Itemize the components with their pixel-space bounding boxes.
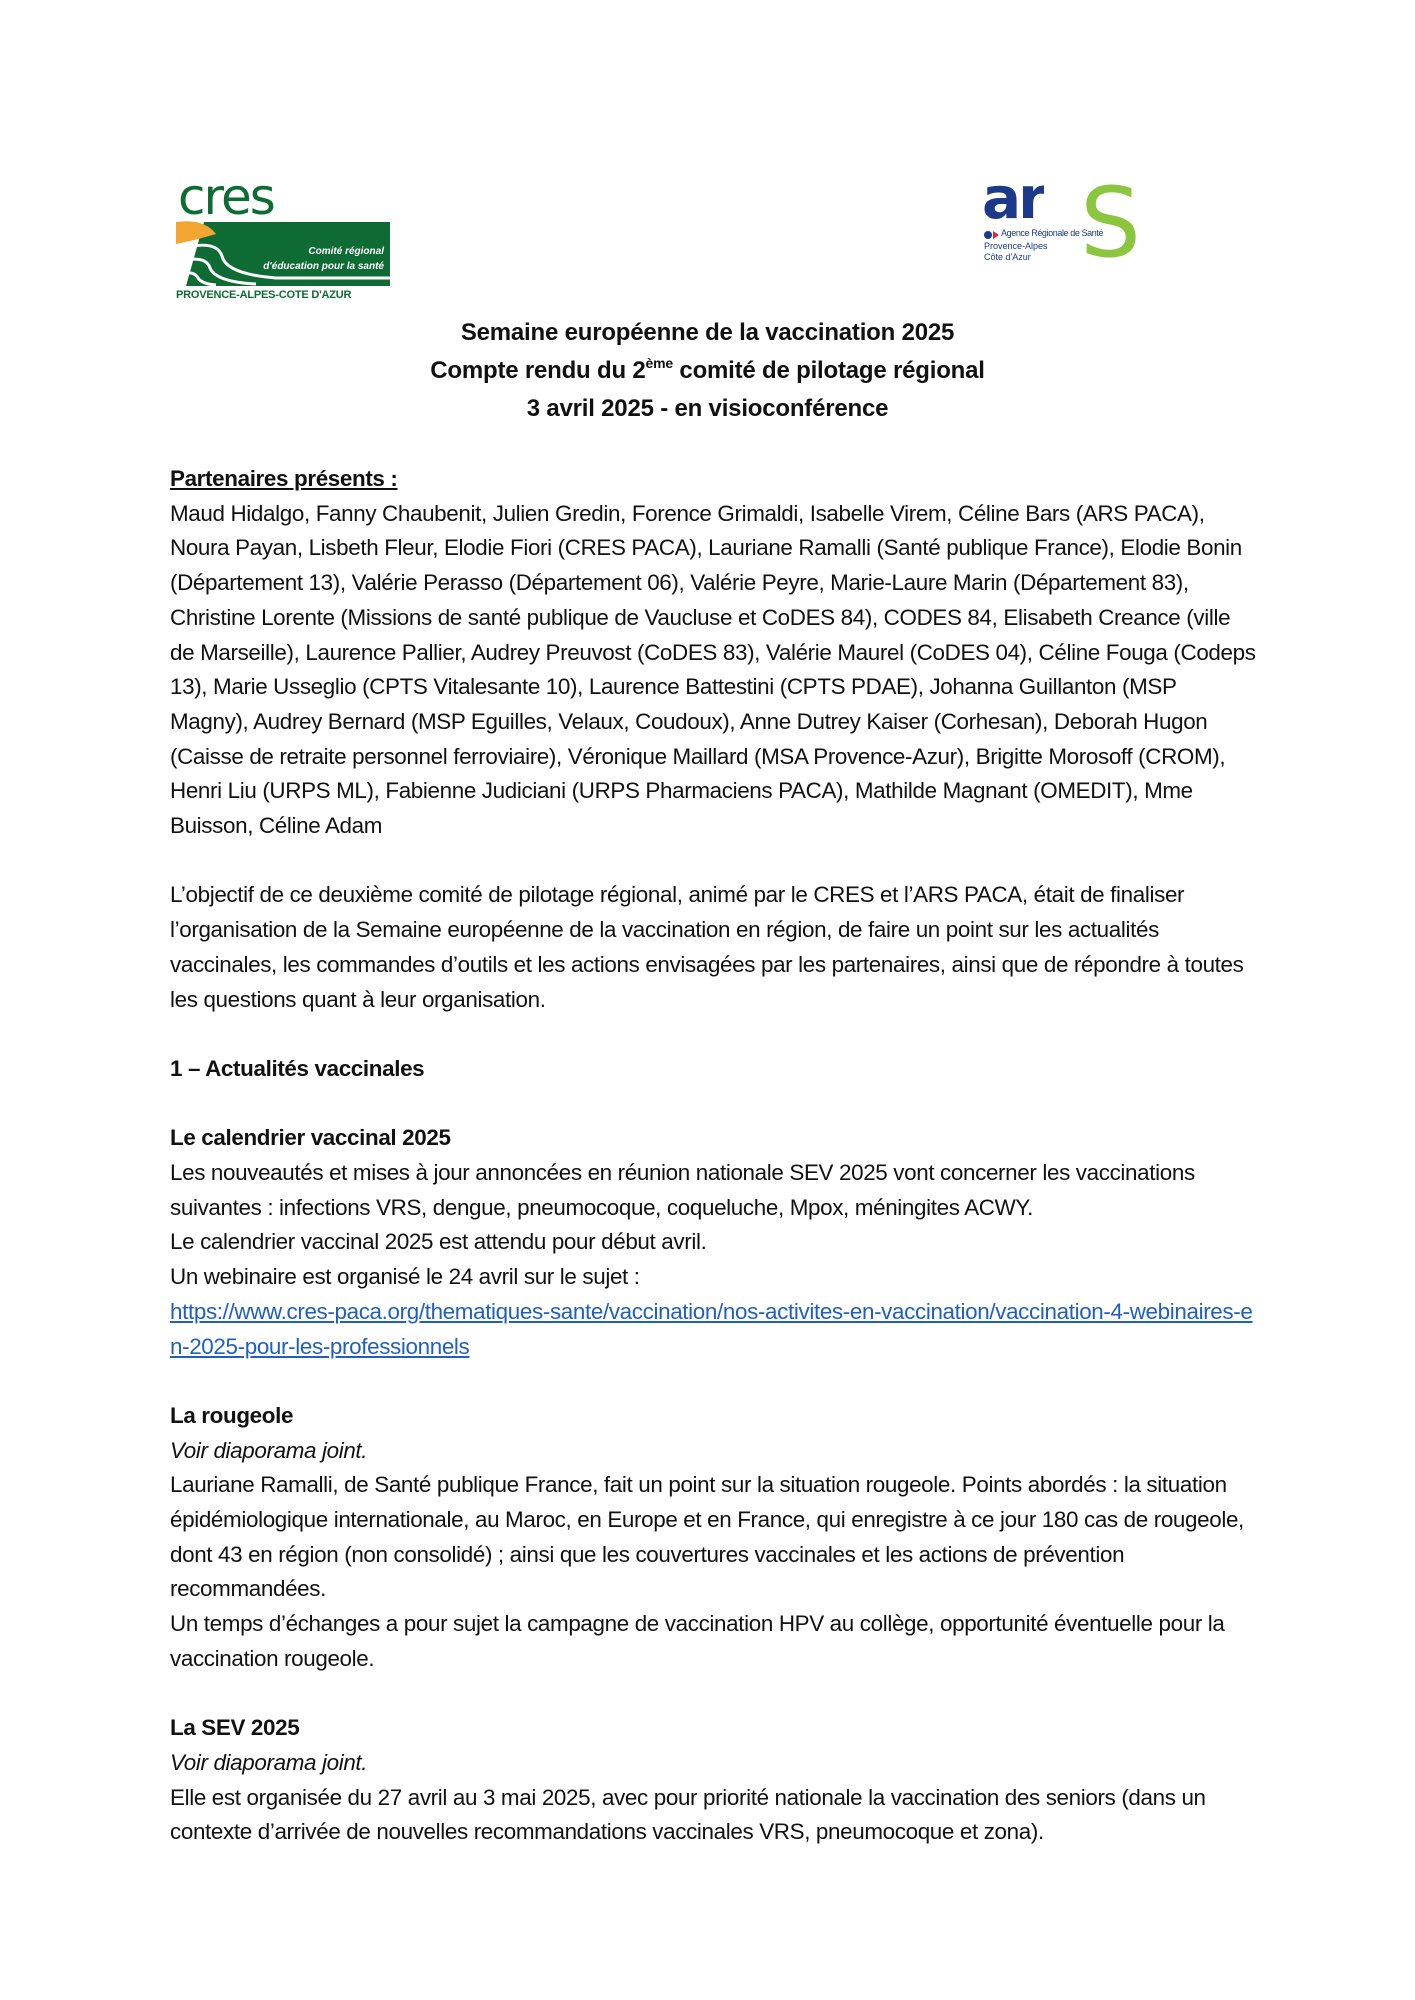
calendrier-p3: Un webinaire est organisé le 24 avril sur le sujet : [170, 1264, 640, 1290]
ars-wordmark-s: S [1080, 176, 1141, 270]
ars-region-1: Provence-Alpes [984, 241, 1048, 251]
title-line-2-start: Compte rendu du 2 [430, 357, 646, 384]
rougeole-note: Voir diaporama joint. [170, 1437, 368, 1463]
calendrier-p1: Les nouveautés et mises à jour annoncées en réunion nationale SEV 2025 vont concerner les vaccinations suivantes : infections VRS, dengue, pneumocoque, coqueluche, Mpox, méningites ACWY. [170, 1160, 1195, 1220]
sev-note: Voir diaporama joint. [170, 1749, 368, 1775]
ars-agency: Agence Régionale de Santé [1001, 228, 1104, 238]
document-title [0, 314, 1415, 428]
title-line-2 [0, 352, 1415, 390]
sev-heading: La SEV 2025 [170, 1715, 300, 1741]
cres-logo [176, 176, 390, 304]
rougeole-p2: Un temps d’échanges a pour sujet la campagne de vaccination HPV au collège, opportunité éventuelle pour la vaccination rougeole. [170, 1611, 1225, 1671]
ars-region-2: Côte d'Azur [984, 252, 1031, 262]
sev-p1: Elle est organisée du 27 avril au 3 mai 2025, avec pour priorité nationale la vaccination des seniors (dans un contexte d’arrivée de nouvelles recommandations vaccinales VRS, pneumocoque et zona). [170, 1784, 1206, 1845]
rougeole-heading: La rougeole [170, 1402, 294, 1428]
calendrier-heading: Le calendrier vaccinal 2025 [170, 1125, 451, 1151]
partners-list: Maud Hidalgo, Fanny Chaubenit, Julien Gredin, Forence Grimaldi, Isabelle Virem, Céline Bars (ARS PACA), Noura Payan, Lisbeth Fleur, Elodie Fiori (CRES PACA), Lauriane Ramalli (Santé publique France), Elodie Bonin (Département 13), Valérie Perasso (Département 06), Valérie Peyre, Marie-Laure Marin (Département 83), Christine Lorente (Missions de santé publique de Vaucluse et CoDES 84), CODES 84, Elisabeth Creance (ville de Marseille), Laurence Pallier, Audrey Preuvost (CoDES 83), Valérie Maurel (CoDES 04), Céline Fouga (Codeps 13), Marie Usseglio (CPTS Vitalesante 10), Laurence Battestini (CPTS PDAE), Johanna Guillanton (MSP Magny), Audrey Bernard (MSP Eguilles, Velaux, Coudoux), Anne Dutrey Kaiser (Corhesan), Deborah Hugon (Caisse de retraite personnel ferroviaire), Véronique Maillard (MSA Provence-Azur), Brigitte Morosoff (CROM), Henri Liu (URPS ML), Fabienne Judiciani (URPS Pharmaciens PACA), Mathilde Magnant (OMEDIT), Mme Buisson, Céline Adam [170, 500, 1256, 839]
ars-dot-icon [984, 231, 992, 239]
rougeole-p1: Lauriane Ramalli, de Santé publique France, fait un point sur la situation rougeole. Points abordés : la situation épidémiologique internationale, au Maroc, en Europe et en France, qui enregistre à ce jour 180 cas de rougeole, dont 43 en région (non consolidé) ; ainsi que les couvertures vaccinales et les actions de prévention recommandées. [170, 1472, 1244, 1602]
cres-tagline-2: d'éducation pour la santé [263, 261, 384, 272]
ars-arrow-icon [993, 231, 999, 239]
title-line-2-end: comité de pilotage régional [672, 357, 985, 384]
cres-region: PROVENCE-ALPES-COTE D'AZUR [176, 289, 352, 301]
cres-wordmark: cres [178, 176, 274, 218]
objective-paragraph: L’objectif de ce deuxième comité de pilotage régional, animé par le CRES et l’ARS PACA, était de finaliser l’organisation de la Semaine européenne de la vaccination en région, de faire un point sur les actualités vaccinales, les commandes d’outils et les actions envisagées par les partenaires, ainsi que de répondre à toutes les questions quant à leur organisation. [170, 882, 1244, 1012]
webinar-link[interactable]: https://www.cres-paca.org/thematiques-sante/vaccination/nos-activites-en-vaccination/vaccination-4-webinaires-en-2025-pour-les-professionnels [170, 1298, 1253, 1359]
title-line-1: Semaine européenne de la vaccination 2025 [460, 319, 955, 346]
partners-heading: Partenaires présents : [170, 466, 398, 491]
cres-tagline-1: Comité régional [308, 246, 384, 257]
ars-wordmark: ar [982, 172, 1044, 224]
title-superscript: ème [645, 355, 673, 371]
section-1-heading: 1 – Actualités vaccinales [170, 1055, 425, 1081]
title-line-3: 3 avril 2025 - en visioconférence [526, 395, 889, 422]
calendrier-p2: Le calendrier vaccinal 2025 est attendu pour début avril. [170, 1229, 707, 1255]
document-body [170, 462, 1260, 1850]
ars-logo [982, 172, 1152, 272]
